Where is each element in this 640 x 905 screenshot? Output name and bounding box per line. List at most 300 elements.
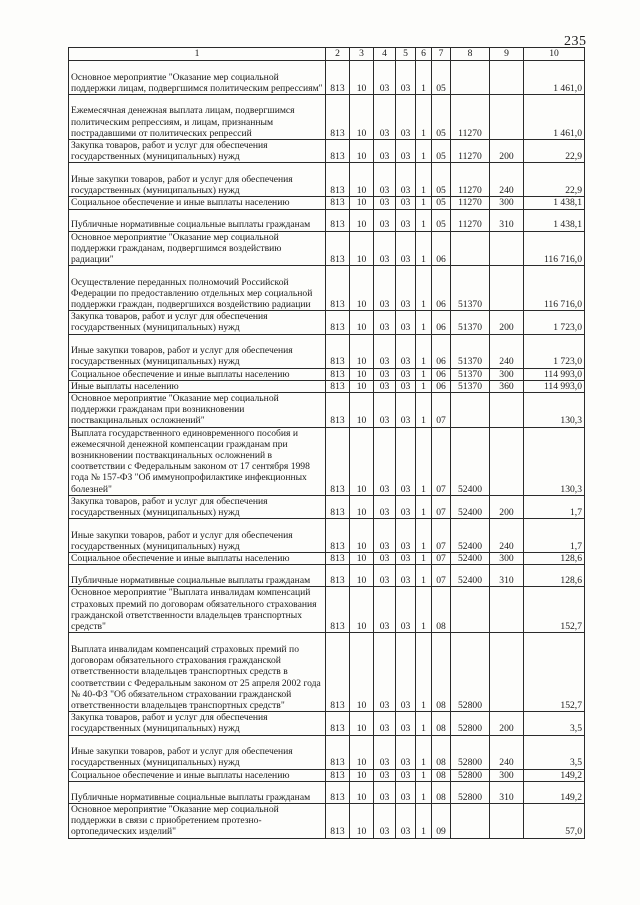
subprogram-cell: 1 <box>416 231 432 266</box>
subprogram-cell: 1 <box>416 803 432 838</box>
row-name: Публичные нормативные социальные выплаты гражданам <box>71 791 311 803</box>
row-name-cell <box>69 633 326 712</box>
program-cell: 03 <box>396 565 416 587</box>
expense-type-cell: 300 <box>490 368 524 380</box>
subsection-cell: 03 <box>374 553 396 565</box>
program-cell: 03 <box>396 393 416 428</box>
subsection-cell: 03 <box>374 735 396 769</box>
activity-cell: 07 <box>432 553 451 565</box>
expense-type-cell <box>490 803 524 838</box>
subprogram-cell: 1 <box>416 311 432 334</box>
row-name-cell <box>69 140 326 163</box>
row-name: Осуществление переданных полномочий Российской Федерации по предоставлению отдельных мер социальной поддержки граждан, подвергшихся воздействию радиации <box>71 276 313 311</box>
program-cell: 03 <box>396 380 416 392</box>
subprogram-cell: 1 <box>416 587 432 633</box>
activity-cell: 06 <box>432 266 451 311</box>
table-row <box>69 334 585 368</box>
subsection-cell: 03 <box>374 95 396 140</box>
subprogram-cell: 1 <box>416 197 432 209</box>
expense-type-cell: 300 <box>490 769 524 781</box>
table-row <box>69 712 585 735</box>
expense-type-cell: 200 <box>490 140 524 163</box>
row-name-cell <box>69 712 326 735</box>
header-row <box>69 48 585 61</box>
budget-table <box>68 47 585 839</box>
direction-cell: 11270 <box>451 209 490 231</box>
amount-cell: 22,9 <box>524 163 585 197</box>
row-name: Закупка товаров, работ и услуг для обеспечения государственных (муниципальных) нужд <box>71 495 268 519</box>
expense-type-cell <box>490 587 524 633</box>
row-name-cell <box>69 769 326 781</box>
expense-type-cell: 360 <box>490 380 524 392</box>
program-cell: 03 <box>396 197 416 209</box>
subprogram-cell: 1 <box>416 266 432 311</box>
activity-cell: 08 <box>432 587 451 633</box>
activity-cell: 07 <box>432 427 451 495</box>
row-name-cell <box>69 197 326 209</box>
amount-cell: 1 438,1 <box>524 209 585 231</box>
admin-code-cell: 813 <box>326 209 350 231</box>
activity-cell: 07 <box>432 519 451 553</box>
row-name-cell <box>69 334 326 368</box>
row-name: Основное мероприятие "Оказание мер социальной поддержки в связи с приобретением протезно-ортопедических изделий" <box>71 803 279 838</box>
amount-cell: 130,3 <box>524 393 585 428</box>
table-row <box>69 368 585 380</box>
section-cell: 10 <box>350 95 374 140</box>
section-cell: 10 <box>350 565 374 587</box>
expense-type-cell: 300 <box>490 197 524 209</box>
program-cell: 03 <box>396 163 416 197</box>
section-cell: 10 <box>350 380 374 392</box>
subsection-cell: 03 <box>374 266 396 311</box>
row-name: Публичные нормативные социальные выплаты гражданам <box>71 575 311 587</box>
activity-cell: 09 <box>432 803 451 838</box>
expense-type-cell <box>490 393 524 428</box>
subsection-cell: 03 <box>374 380 396 392</box>
table-row <box>69 735 585 769</box>
activity-cell: 05 <box>432 61 451 95</box>
column-header: 1 <box>69 48 326 61</box>
direction-cell: 52800 <box>451 712 490 735</box>
amount-cell: 114 993,0 <box>524 368 585 380</box>
expense-type-cell <box>490 633 524 712</box>
activity-cell: 06 <box>432 334 451 368</box>
activity-cell: 06 <box>432 380 451 392</box>
row-name: Ежемесячная денежная выплата лицам, подвергшимся политическим репрессиям, и лицам, признанным пострадавшими от политических репрессий <box>71 105 295 139</box>
activity-cell: 06 <box>432 231 451 266</box>
table-row <box>69 61 585 95</box>
row-name: Иные закупки товаров, работ и услуг для обеспечения государственных (муниципальных) нужд <box>71 345 293 368</box>
admin-code-cell: 813 <box>326 95 350 140</box>
admin-code-cell: 813 <box>326 163 350 197</box>
row-name: Иные закупки товаров, работ и услуг для обеспечения государственных (муниципальных) нужд <box>71 746 293 769</box>
table-row <box>69 633 585 712</box>
admin-code-cell: 813 <box>326 519 350 553</box>
admin-code-cell: 813 <box>326 735 350 769</box>
column-header: 9 <box>490 48 524 61</box>
amount-cell: 149,2 <box>524 769 585 781</box>
amount-cell: 22,9 <box>524 140 585 163</box>
section-cell: 10 <box>350 393 374 428</box>
activity-cell: 07 <box>432 495 451 518</box>
amount-cell: 116 716,0 <box>524 266 585 311</box>
row-name-cell <box>69 368 326 380</box>
section-cell: 10 <box>350 735 374 769</box>
subprogram-cell: 1 <box>416 633 432 712</box>
activity-cell: 08 <box>432 712 451 735</box>
program-cell: 03 <box>396 519 416 553</box>
activity-cell: 08 <box>432 781 451 803</box>
direction-cell <box>451 803 490 838</box>
program-cell: 03 <box>396 209 416 231</box>
subprogram-cell: 1 <box>416 427 432 495</box>
amount-cell: 3,5 <box>524 735 585 769</box>
section-cell: 10 <box>350 61 374 95</box>
amount-cell: 1 461,0 <box>524 95 585 140</box>
program-cell: 03 <box>396 311 416 334</box>
subprogram-cell: 1 <box>416 565 432 587</box>
table-row <box>69 266 585 311</box>
direction-cell: 52800 <box>451 769 490 781</box>
program-cell: 03 <box>396 781 416 803</box>
row-name-cell <box>69 311 326 334</box>
admin-code-cell: 813 <box>326 140 350 163</box>
subsection-cell: 03 <box>374 231 396 266</box>
row-name: Закупка товаров, работ и услуг для обеспечения государственных (муниципальных) нужд <box>71 311 268 334</box>
expense-type-cell: 240 <box>490 735 524 769</box>
direction-cell: 52400 <box>451 519 490 553</box>
subprogram-cell: 1 <box>416 163 432 197</box>
subsection-cell: 03 <box>374 209 396 231</box>
subprogram-cell: 1 <box>416 140 432 163</box>
column-header: 3 <box>350 48 374 61</box>
activity-cell: 05 <box>432 209 451 231</box>
direction-cell: 52400 <box>451 553 490 565</box>
table-row <box>69 565 585 587</box>
subsection-cell: 03 <box>374 803 396 838</box>
row-name: Социальное обеспечение и иные выплаты населению <box>71 197 290 209</box>
table-row <box>69 380 585 392</box>
expense-type-cell: 310 <box>490 209 524 231</box>
row-name: Основное мероприятие "Оказание мер социальной поддержки лицам, подвергшимся политическим репрессиям" <box>71 71 323 94</box>
subsection-cell: 03 <box>374 334 396 368</box>
section-cell: 10 <box>350 368 374 380</box>
admin-code-cell: 813 <box>326 266 350 311</box>
subsection-cell: 03 <box>374 495 396 518</box>
subsection-cell: 03 <box>374 769 396 781</box>
program-cell: 03 <box>396 495 416 518</box>
direction-cell: 11270 <box>451 95 490 140</box>
row-name-cell <box>69 380 326 392</box>
expense-type-cell: 240 <box>490 519 524 553</box>
admin-code-cell: 813 <box>326 587 350 633</box>
expense-type-cell <box>490 427 524 495</box>
section-cell: 10 <box>350 519 374 553</box>
table-row <box>69 140 585 163</box>
direction-cell: 52800 <box>451 735 490 769</box>
subprogram-cell: 1 <box>416 61 432 95</box>
amount-cell: 149,2 <box>524 781 585 803</box>
direction-cell: 52400 <box>451 565 490 587</box>
program-cell: 03 <box>396 712 416 735</box>
section-cell: 10 <box>350 553 374 565</box>
subsection-cell: 03 <box>374 140 396 163</box>
row-name: Основное мероприятие "Оказание мер социальной поддержки гражданам, подвергшимся воздействию радиации" <box>71 231 282 266</box>
admin-code-cell: 813 <box>326 565 350 587</box>
direction-cell: 11270 <box>451 140 490 163</box>
section-cell: 10 <box>350 334 374 368</box>
direction-cell: 52800 <box>451 633 490 712</box>
subprogram-cell: 1 <box>416 334 432 368</box>
amount-cell: 152,7 <box>524 587 585 633</box>
direction-cell: 51370 <box>451 368 490 380</box>
row-name: Публичные нормативные социальные выплаты гражданам <box>71 219 311 231</box>
amount-cell: 116 716,0 <box>524 231 585 266</box>
subsection-cell: 03 <box>374 427 396 495</box>
subprogram-cell: 1 <box>416 495 432 518</box>
section-cell: 10 <box>350 163 374 197</box>
row-name: Основное мероприятие "Выплата инвалидам компенсаций страховых премий по договорам обязательного страхования гражданской ответственности владельцев транспортных средств" <box>71 587 317 633</box>
admin-code-cell: 813 <box>326 197 350 209</box>
table-row <box>69 769 585 781</box>
column-header: 10 <box>524 48 585 61</box>
column-header: 7 <box>432 48 451 61</box>
direction-cell: 52800 <box>451 781 490 803</box>
expense-type-cell <box>490 266 524 311</box>
admin-code-cell: 813 <box>326 311 350 334</box>
activity-cell: 08 <box>432 769 451 781</box>
program-cell: 03 <box>396 266 416 311</box>
admin-code-cell: 813 <box>326 803 350 838</box>
program-cell: 03 <box>396 803 416 838</box>
row-name: Социальное обеспечение и иные выплаты населению <box>71 368 290 380</box>
admin-code-cell: 813 <box>326 61 350 95</box>
row-name-cell <box>69 393 326 428</box>
table-row <box>69 519 585 553</box>
activity-cell: 05 <box>432 95 451 140</box>
direction-cell <box>451 231 490 266</box>
subprogram-cell: 1 <box>416 781 432 803</box>
subsection-cell: 03 <box>374 712 396 735</box>
amount-cell: 1 723,0 <box>524 311 585 334</box>
expense-type-cell: 240 <box>490 163 524 197</box>
subprogram-cell: 1 <box>416 95 432 140</box>
subprogram-cell: 1 <box>416 380 432 392</box>
section-cell: 10 <box>350 769 374 781</box>
expense-type-cell: 240 <box>490 334 524 368</box>
admin-code-cell: 813 <box>326 380 350 392</box>
row-name: Иные закупки товаров, работ и услуг для обеспечения государственных (муниципальных) нужд <box>71 174 293 197</box>
amount-cell: 1,7 <box>524 519 585 553</box>
table-row <box>69 803 585 838</box>
table-row <box>69 587 585 633</box>
section-cell: 10 <box>350 803 374 838</box>
table-row <box>69 95 585 140</box>
section-cell: 10 <box>350 633 374 712</box>
admin-code-cell: 813 <box>326 495 350 518</box>
amount-cell: 1 723,0 <box>524 334 585 368</box>
subsection-cell: 03 <box>374 163 396 197</box>
admin-code-cell: 813 <box>326 781 350 803</box>
subprogram-cell: 1 <box>416 393 432 428</box>
row-name: Иные выплаты населению <box>71 380 179 392</box>
subsection-cell: 03 <box>374 633 396 712</box>
row-name-cell <box>69 519 326 553</box>
section-cell: 10 <box>350 587 374 633</box>
section-cell: 10 <box>350 266 374 311</box>
admin-code-cell: 813 <box>326 231 350 266</box>
section-cell: 10 <box>350 197 374 209</box>
amount-cell: 1 438,1 <box>524 197 585 209</box>
row-name-cell <box>69 587 326 633</box>
expense-type-cell <box>490 231 524 266</box>
subprogram-cell: 1 <box>416 553 432 565</box>
row-name-cell <box>69 209 326 231</box>
table-body <box>69 61 585 839</box>
admin-code-cell: 813 <box>326 553 350 565</box>
direction-cell: 11270 <box>451 163 490 197</box>
admin-code-cell: 813 <box>326 769 350 781</box>
row-name: Выплата государственного единовременного пособия и ежемесячной денежной компенсации гражданам при возникновении поствакцинальных осложнений в соответствии с Федеральным законом от 17 сентября 1998 года № 157-ФЗ "Об иммунопрофилактике инфекционных болезней" <box>71 427 310 495</box>
subsection-cell: 03 <box>374 393 396 428</box>
admin-code-cell: 813 <box>326 393 350 428</box>
table-row <box>69 427 585 495</box>
table-row <box>69 781 585 803</box>
program-cell: 03 <box>396 427 416 495</box>
program-cell: 03 <box>396 368 416 380</box>
direction-cell: 51370 <box>451 334 490 368</box>
activity-cell: 06 <box>432 311 451 334</box>
column-header: 6 <box>416 48 432 61</box>
subprogram-cell: 1 <box>416 368 432 380</box>
direction-cell: 51370 <box>451 311 490 334</box>
column-header: 4 <box>374 48 396 61</box>
amount-cell: 130,3 <box>524 427 585 495</box>
row-name-cell <box>69 427 326 495</box>
table-row <box>69 163 585 197</box>
row-name-cell <box>69 95 326 140</box>
row-name-cell <box>69 163 326 197</box>
program-cell: 03 <box>396 61 416 95</box>
table-row <box>69 495 585 518</box>
direction-cell <box>451 393 490 428</box>
activity-cell: 05 <box>432 140 451 163</box>
subsection-cell: 03 <box>374 311 396 334</box>
amount-cell: 128,6 <box>524 565 585 587</box>
program-cell: 03 <box>396 553 416 565</box>
amount-cell: 114 993,0 <box>524 380 585 392</box>
row-name-cell <box>69 495 326 518</box>
table-row <box>69 553 585 565</box>
amount-cell: 128,6 <box>524 553 585 565</box>
program-cell: 03 <box>396 95 416 140</box>
section-cell: 10 <box>350 311 374 334</box>
row-name-cell <box>69 781 326 803</box>
amount-cell: 1,7 <box>524 495 585 518</box>
amount-cell: 3,5 <box>524 712 585 735</box>
expense-type-cell: 200 <box>490 712 524 735</box>
subsection-cell: 03 <box>374 368 396 380</box>
amount-cell: 152,7 <box>524 633 585 712</box>
subprogram-cell: 1 <box>416 712 432 735</box>
activity-cell: 05 <box>432 197 451 209</box>
direction-cell: 52400 <box>451 427 490 495</box>
column-header: 8 <box>451 48 490 61</box>
row-name-cell <box>69 61 326 95</box>
section-cell: 10 <box>350 712 374 735</box>
activity-cell: 06 <box>432 368 451 380</box>
subsection-cell: 03 <box>374 61 396 95</box>
row-name-cell <box>69 735 326 769</box>
row-name: Закупка товаров, работ и услуг для обеспечения государственных (муниципальных) нужд <box>71 712 268 735</box>
direction-cell: 52400 <box>451 495 490 518</box>
table-row <box>69 197 585 209</box>
amount-cell: 57,0 <box>524 803 585 838</box>
subprogram-cell: 1 <box>416 519 432 553</box>
expense-type-cell: 200 <box>490 311 524 334</box>
program-cell: 03 <box>396 587 416 633</box>
row-name: Основное мероприятие "Оказание мер социальной поддержки гражданам при возникновении поствакцинальных осложнений" <box>71 393 279 427</box>
program-cell: 03 <box>396 334 416 368</box>
row-name-cell <box>69 803 326 838</box>
section-cell: 10 <box>350 427 374 495</box>
expense-type-cell <box>490 95 524 140</box>
expense-type-cell: 310 <box>490 781 524 803</box>
admin-code-cell: 813 <box>326 427 350 495</box>
direction-cell: 11270 <box>451 197 490 209</box>
row-name-cell <box>69 565 326 587</box>
column-header: 5 <box>396 48 416 61</box>
expense-type-cell: 310 <box>490 565 524 587</box>
row-name-cell <box>69 266 326 311</box>
activity-cell: 07 <box>432 393 451 428</box>
direction-cell: 51370 <box>451 380 490 392</box>
program-cell: 03 <box>396 769 416 781</box>
direction-cell: 51370 <box>451 266 490 311</box>
row-name: Социальное обеспечение и иные выплаты населению <box>71 553 290 565</box>
admin-code-cell: 813 <box>326 712 350 735</box>
table-row <box>69 209 585 231</box>
program-cell: 03 <box>396 633 416 712</box>
activity-cell: 08 <box>432 735 451 769</box>
section-cell: 10 <box>350 495 374 518</box>
subprogram-cell: 1 <box>416 735 432 769</box>
subsection-cell: 03 <box>374 519 396 553</box>
row-name: Социальное обеспечение и иные выплаты населению <box>71 769 290 781</box>
expense-type-cell: 300 <box>490 553 524 565</box>
table-row <box>69 231 585 266</box>
direction-cell <box>451 61 490 95</box>
row-name: Закупка товаров, работ и услуг для обеспечения государственных (муниципальных) нужд <box>71 140 268 163</box>
program-cell: 03 <box>396 735 416 769</box>
section-cell: 10 <box>350 231 374 266</box>
subprogram-cell: 1 <box>416 769 432 781</box>
admin-code-cell: 813 <box>326 334 350 368</box>
row-name-cell <box>69 553 326 565</box>
subsection-cell: 03 <box>374 587 396 633</box>
row-name: Выплата инвалидам компенсаций страховых премий по договорам обязательного страхования гражданской ответственности владельцев транспортных средств в соответствии с Федеральным законом от 25 апреля 2002 года № 40-ФЗ "Об обязательном страховании гражданской ответственности владельцев транспортных средств" <box>71 644 321 712</box>
activity-cell: 05 <box>432 163 451 197</box>
section-cell: 10 <box>350 209 374 231</box>
amount-cell: 1 461,0 <box>524 61 585 95</box>
row-name: Иные закупки товаров, работ и услуг для обеспечения государственных (муниципальных) нужд <box>71 529 293 553</box>
direction-cell <box>451 587 490 633</box>
section-cell: 10 <box>350 140 374 163</box>
column-header: 2 <box>326 48 350 61</box>
subsection-cell: 03 <box>374 197 396 209</box>
activity-cell: 08 <box>432 633 451 712</box>
table-row <box>69 393 585 428</box>
